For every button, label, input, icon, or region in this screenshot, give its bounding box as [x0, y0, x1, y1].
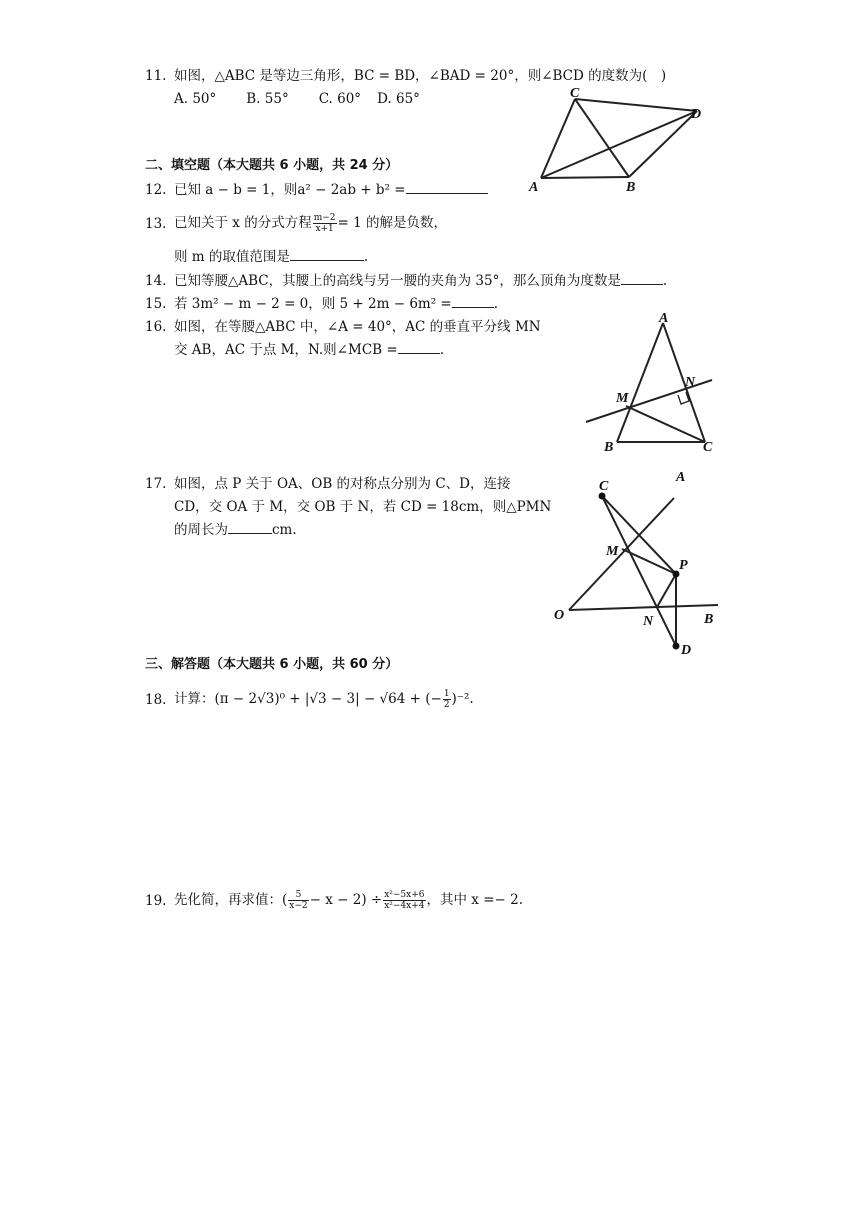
q17-label-b: B [704, 612, 714, 627]
q16-line1: 如图，在等腰△ABC 中，∠A = 40°，AC 的垂直平分线 MN [174, 319, 541, 335]
q16-figure [582, 310, 717, 455]
q13-frac-denominator: x+1 [315, 224, 334, 234]
q18-frac-denominator: 2 [443, 700, 450, 710]
q16-line2: 交 AB，AC 于点 M，N.则∠MCB = . [174, 342, 444, 358]
q17-label-d: D [681, 643, 692, 658]
q17-unit: cm. [272, 522, 297, 538]
q11-figure [525, 85, 715, 195]
q17-label-n: N [643, 614, 654, 629]
q16-number: 16. [145, 319, 167, 335]
q19-fraction-1 [288, 890, 308, 911]
q11-label-c: C [570, 86, 580, 101]
q13-answer-blank[interactable] [290, 248, 364, 261]
q16-label-n: N [685, 375, 696, 390]
q16-answer-blank[interactable] [398, 341, 440, 354]
q13-text-line2: 则 m 的取值范围是 [174, 249, 290, 265]
q11-label-d: D [691, 107, 702, 122]
q13-text-start: 已知关于 x 的分式方程 [174, 215, 312, 231]
q13-line1 [174, 209, 447, 237]
q17-label-o: O [554, 608, 565, 623]
q13-frac-numerator: m−2 [313, 213, 336, 223]
q16-label-m: M [616, 391, 629, 406]
q18-expression: (π − 2√3)⁰ + |√3 − 3| − √64 + (− [214, 691, 442, 707]
q11-text: 如图，△ABC 是等边三角形，BC = BD，∠BAD = 20°，则∠BCD 的度数为( ) [174, 68, 667, 84]
q17-line3 [174, 521, 297, 539]
q14-line: 已知等腰△ABC，其腰上的高线与另一腰的夹角为 35°，那么顶角为度数是 . [174, 273, 668, 289]
q17-figure [552, 465, 722, 660]
q19-number: 19. [145, 893, 167, 909]
q17-line2: CD，交 OA 于 M，交 OB 于 N，若 CD = 18cm，则△PMN [174, 499, 552, 515]
q19-frac2-numerator: x²−5x+6 [384, 890, 425, 900]
q12-number: 12. [145, 182, 167, 198]
q11-choices [174, 90, 450, 108]
q18-prefix: 计算： [174, 691, 215, 707]
q16-label-c: C [703, 440, 713, 455]
q17-label-p: P [679, 558, 688, 573]
q17-answer-blank[interactable] [228, 521, 272, 534]
q16-label-a: A [659, 311, 669, 326]
q19-prefix: 先化简，再求值：( [174, 892, 288, 908]
q19-frac1-denominator: x−2 [289, 901, 308, 911]
q17-label-a: A [676, 470, 686, 485]
q19-fraction-2 [383, 890, 425, 911]
q12-answer-blank[interactable] [406, 181, 488, 194]
q19-frac1-numerator: 5 [288, 890, 308, 901]
q11-choice-b: B. 55° [246, 91, 289, 107]
q17-label-c: C [599, 479, 609, 494]
q12-text: 已知 a − b = 1，则a² − 2ab + b² = [174, 182, 406, 198]
q19-expression-end: ，其中 x =− 2. [426, 892, 523, 908]
q17-number: 17. [145, 476, 167, 492]
q11-choice-c: C. 60° [318, 91, 362, 107]
q19-frac2-denominator: x²−4x+4 [384, 901, 425, 911]
q18-expression-end: )⁻². [451, 691, 474, 707]
q13-number: 13. [145, 216, 167, 232]
q18-expression-line [174, 684, 474, 714]
q17-line1: 如图，点 P 关于 OA、OB 的对称点分别为 C、D，连接 [174, 476, 511, 492]
q14-text: 已知等腰△ABC，其腰上的高线与另一腰的夹角为 35°，那么顶角为度数是 [174, 273, 621, 289]
q11-choice-d: D. 65° [377, 91, 420, 107]
q17-label-m: M [606, 544, 619, 559]
q13-line2: 则 m 的取值范围是 . [174, 249, 369, 265]
q11-label-a: A [529, 180, 539, 195]
q15-text: 若 3m² − m − 2 = 0，则 5 + 2m − 6m² = [174, 296, 452, 312]
q17-text-line3: 的周长为 [174, 522, 228, 538]
q13-fraction [313, 213, 337, 234]
q13-text-end: = 1 的解是负数， [337, 215, 447, 231]
q16-label-b: B [604, 440, 614, 455]
q19-expression-middle: − x − 2) ÷ [309, 892, 383, 908]
section-answer-heading: 三、解答题（本大题共 6 小题，共 60 分） [145, 657, 399, 672]
q15-line: 若 3m² − m − 2 = 0，则 5 + 2m − 6m² = . [174, 296, 499, 312]
q14-answer-blank[interactable] [621, 272, 663, 285]
q11-number: 11. [145, 68, 167, 84]
q11-label-b: B [626, 180, 636, 195]
q15-number: 15. [145, 296, 167, 312]
q12-line [174, 181, 488, 199]
q19-expression-line [174, 885, 523, 915]
q11-choice-a: A. 50° [174, 91, 217, 107]
q18-frac-numerator: 1 [443, 689, 450, 699]
section-fill-in-heading: 二、填空题（本大题共 6 小题，共 24 分） [145, 158, 399, 173]
q14-number: 14. [145, 273, 167, 289]
q18-fraction [443, 689, 451, 710]
q15-answer-blank[interactable] [452, 295, 494, 308]
q16-text-line2: 交 AB，AC 于点 M，N.则∠MCB = [174, 342, 398, 358]
q18-number: 18. [145, 692, 167, 708]
